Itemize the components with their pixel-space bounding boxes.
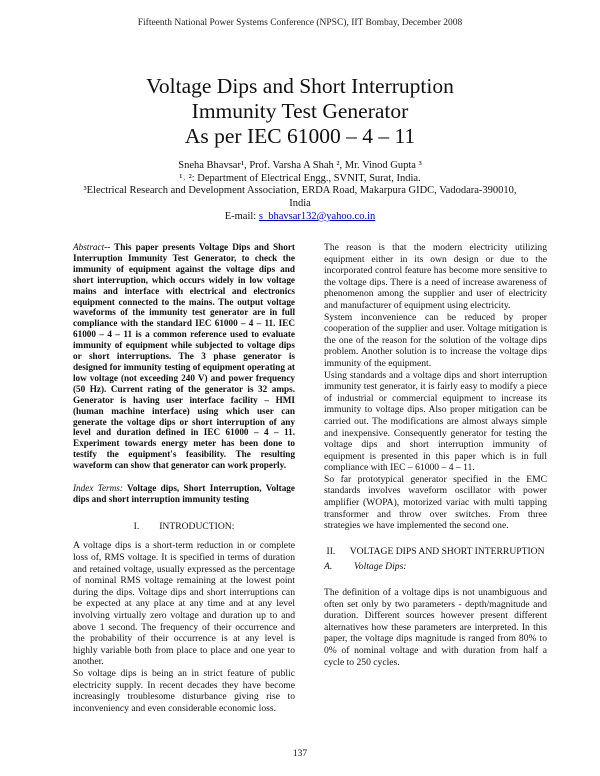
abstract-text: -- This paper presents Voltage Dips and Short Interruption Immunity Test Generator, to check the immunity of equipment against the voltage dips and short interruption, which occurs widely in low voltage mains and interface with electrical and electronics equipment connected to the mains. The output voltage waveforms of the immunity test generator are in full compliance with the standard IEC 61000 – 4 – 11. IEC 61000 – 4 – 11 is a common reference used to evaluate immunity of equipment while subjected to voltage dips or short interruptions. The 3 phase generator is designed for immunity testing of equipment operating at low voltage (not exceeding 240 V) and power frequency (50 Hz). Current rating of the generator is 32 amps. Generator is having user interface facility – HMI (human machine interface) using which user can generate the voltage dips or short interruption of any level and duration defined in IEC 61000 – 4 – 11. Experiment towards energy meter has been done to testify the equipment's feasibility. The resulting waveform can show that generator can work properly. <box>73 242 295 471</box>
section-number: I. <box>133 520 140 532</box>
running-head: Fifteenth National Power Systems Conference (NPSC), IIT Bombay, December 2008 <box>137 18 463 28</box>
voltage-dips-paragraph: The definition of a voltage dips is not unambiguous and often set only by two parameters - depth/magnitude and duration. Different sources however present different alternatives how these parameters are interpreted. In this paper, the voltage dips magnitude is ranged from 80% to 0% of nominal voltage and with duration from half a cycle to 250 cycles. <box>324 587 547 668</box>
title-line-1: Voltage Dips and Short Interruption <box>146 74 454 98</box>
affiliation-2: ³Electrical Research and Development Association, ERDA Road, Makarpura GIDC, Vadodara-390010, <box>83 185 517 196</box>
section-heading-voltage-dips <box>324 546 547 558</box>
affiliation-2-country: India <box>289 197 311 209</box>
affiliation-1: ¹˒ ²: Department of Electrical Engg., SVNIT, Surat, India. <box>179 172 421 184</box>
section-title: VOLTAGE DIPS AND SHORT INTERRUPTION <box>349 545 545 557</box>
right-paragraph-1: The reason is that the modern electricity utilizing equipment either in its own design or due to the incorporated control feature has become more sensitive to the voltage dips. There is a need of increase awareness of phenomenon among the supplier and user of electricity and manufacturer of equipment using electricity. <box>324 242 547 311</box>
index-terms <box>73 483 295 505</box>
subsection-title: Voltage Dips: <box>354 561 407 573</box>
title-line-3: As per IEC 61000 – 4 – 11 <box>184 124 416 148</box>
subsection-number: A. <box>324 561 333 573</box>
section-number: II. <box>326 545 336 557</box>
intro-paragraph-1: A voltage dips is a short-term reduction in or complete loss of, RMS voltage. It is specified in terms of duration and retained voltage, usually expressed as the percentage of nominal RMS voltage remaining at the lowest point during the dips. Voltage dips and short interruptions can be expected at any place at any time and at any level involving virtually zero voltage and duration up to and above 1 second. The frequency of their occurrence and the probability of their occurrence is at any level is highly variable both from place to place and one year to another. <box>73 540 295 668</box>
section-heading-introduction <box>73 521 295 533</box>
right-paragraph-4: So far prototypical generator specified in the EMC standards involves waveform oscillator with power amplifier (WOPA), motorized variac with multi tapping transformer and throw over switches. From three strategies we have implemented the second one. <box>324 473 547 532</box>
author-block <box>0 160 600 224</box>
subsection-heading <box>324 561 547 573</box>
abstract <box>73 242 295 471</box>
email-line <box>0 211 600 224</box>
left-column <box>73 242 295 714</box>
section-title: INTRODUCTION: <box>159 520 235 532</box>
right-paragraph-2: System inconvenience can be reduced by proper cooperation of the supplier and user. Voltage mitigation is the one of the reason for the solution of the voltage dips problem. Another solution is to increase the voltage dips immunity of the equipment. <box>324 311 547 369</box>
index-terms-label: Index Terms: <box>73 483 123 494</box>
author-names: Sneha Bhavsar¹, Prof. Varsha A Shah ², Mr. Vinod Gupta ³ <box>178 160 422 171</box>
page-number: 137 <box>292 749 308 759</box>
abstract-label: Abstract <box>73 242 105 252</box>
index-terms-text: Voltage dips, Short Interruption, Voltage dips and short interruption immunity testing <box>73 483 295 504</box>
right-paragraph-3: Using standards and a voltage dips and short interruption immunity test generator, it is fairly easy to modify a piece of industrial or commercial equipment to increase its immunity to voltage dips. Also proper mitigation can be carried out. The modifications are almost always simple and inexpensive. Consequently generator for testing the voltage dips and short interruption immunity of equipment is presented in this paper which is in full compliance with IEC – 61000 – 4 – 11. <box>324 369 547 474</box>
email-label: E-mail: <box>224 211 259 222</box>
right-column <box>324 242 547 668</box>
email-link[interactable]: s_bhavsar132@yahoo.co.in <box>258 211 376 222</box>
intro-paragraph-2: So voltage dips is being an in strict feature of public electricity supply. In recent decades they have become increasingly troublesome disturbance giving rise to inconveniency and even considerable economic loss. <box>73 667 295 714</box>
title-line-2: Immunity Test Generator <box>191 99 409 123</box>
paper-title <box>0 74 600 149</box>
